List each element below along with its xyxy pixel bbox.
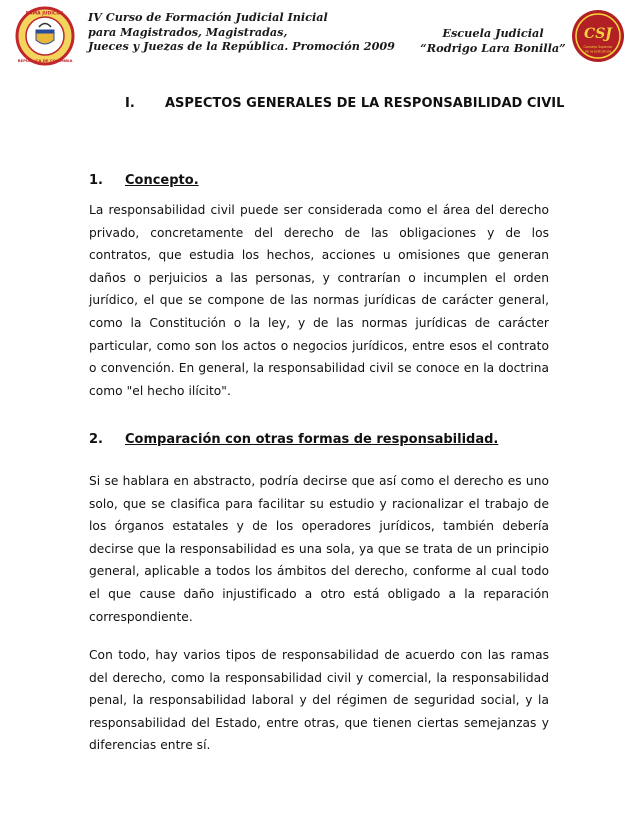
subsection-number: 2. xyxy=(89,432,103,447)
paragraph-comparacion-2: Con todo, hay varios tipos de responsabilidad de acuerdo con las ramas del derecho, como la responsabilidad civil y comercial, la responsabilidad penal, la responsabilidad laboral y del régimen de seguridad social, y la responsabilidad del Estado, entre otras, que tienen ciertas semejanzas y diferencias entre sí. xyxy=(89,648,549,753)
csj-logo-icon xyxy=(570,8,626,64)
seal-top-text: RAMA JUDICIAL xyxy=(25,11,65,17)
subsection-title: Concepto. xyxy=(125,173,199,188)
seal-bottom-text: REPÚBLICA DE COLOMBIA xyxy=(17,58,73,63)
document-header xyxy=(0,0,638,72)
school-name xyxy=(418,26,568,55)
school-name-line-1: Escuela Judicial xyxy=(442,26,544,40)
rama-judicial-seal-icon xyxy=(12,6,78,66)
subsection-number: 1. xyxy=(89,173,103,188)
school-name-line-2: “Rodrigo Lara Bonilla” xyxy=(420,40,566,55)
course-title-line-1: IV Curso de Formación Judicial Inicial xyxy=(88,10,328,24)
subsection-title: Comparación con otras formas de responsabilidad. xyxy=(125,432,499,447)
course-title-line-2: para Magistrados, Magistradas, xyxy=(88,24,288,39)
paragraph-comparacion-1: Si se hablara en abstracto, podría decirse que así como el derecho es uno solo, que se clasifica para facilitar su estudio y racionalizar el trabajo de los órganos estatales y de los operadores jurídicos, también debería decirse que la responsabilidad es una sola, ya que se trata de un principio general, aplicable a todos los ámbitos del derecho, conforme al cual todo el que cause daño injustificado a otro está obligado a la reparación correspondiente. xyxy=(89,474,549,624)
section-title: ASPECTOS GENERALES DE LA RESPONSABILIDAD CIVIL xyxy=(165,96,565,111)
section-heading xyxy=(125,96,585,111)
csj-logo-caption-1: Consejo Superior xyxy=(583,45,613,49)
section-number: I. xyxy=(125,96,135,111)
course-title-line-3: Jueces y Juezas de la República. Promoción 2009 xyxy=(88,39,395,53)
paragraph-concepto: La responsabilidad civil puede ser considerada como el área del derecho privado, concretamente del derecho de las obligaciones y de los contratos, que estudia los hechos, acciones u omisiones que generan daños o perjuicios a las personas, y contrarían o incumplen el orden jurídico, el que se compone de las normas jurídicas de carácter general, como la Constitución o la ley, y de las normas jurídicas de carácter particular, como son los actos o negocios jurídicos, entre esos el contrato o convención. En general, la responsabilidad civil se conoce en la doctrina como "el hecho ilícito". xyxy=(89,203,549,398)
course-title xyxy=(88,10,395,54)
csj-logo-caption-2: de la Judicatura xyxy=(584,49,612,54)
csj-logo-text: CSJ xyxy=(584,26,612,42)
